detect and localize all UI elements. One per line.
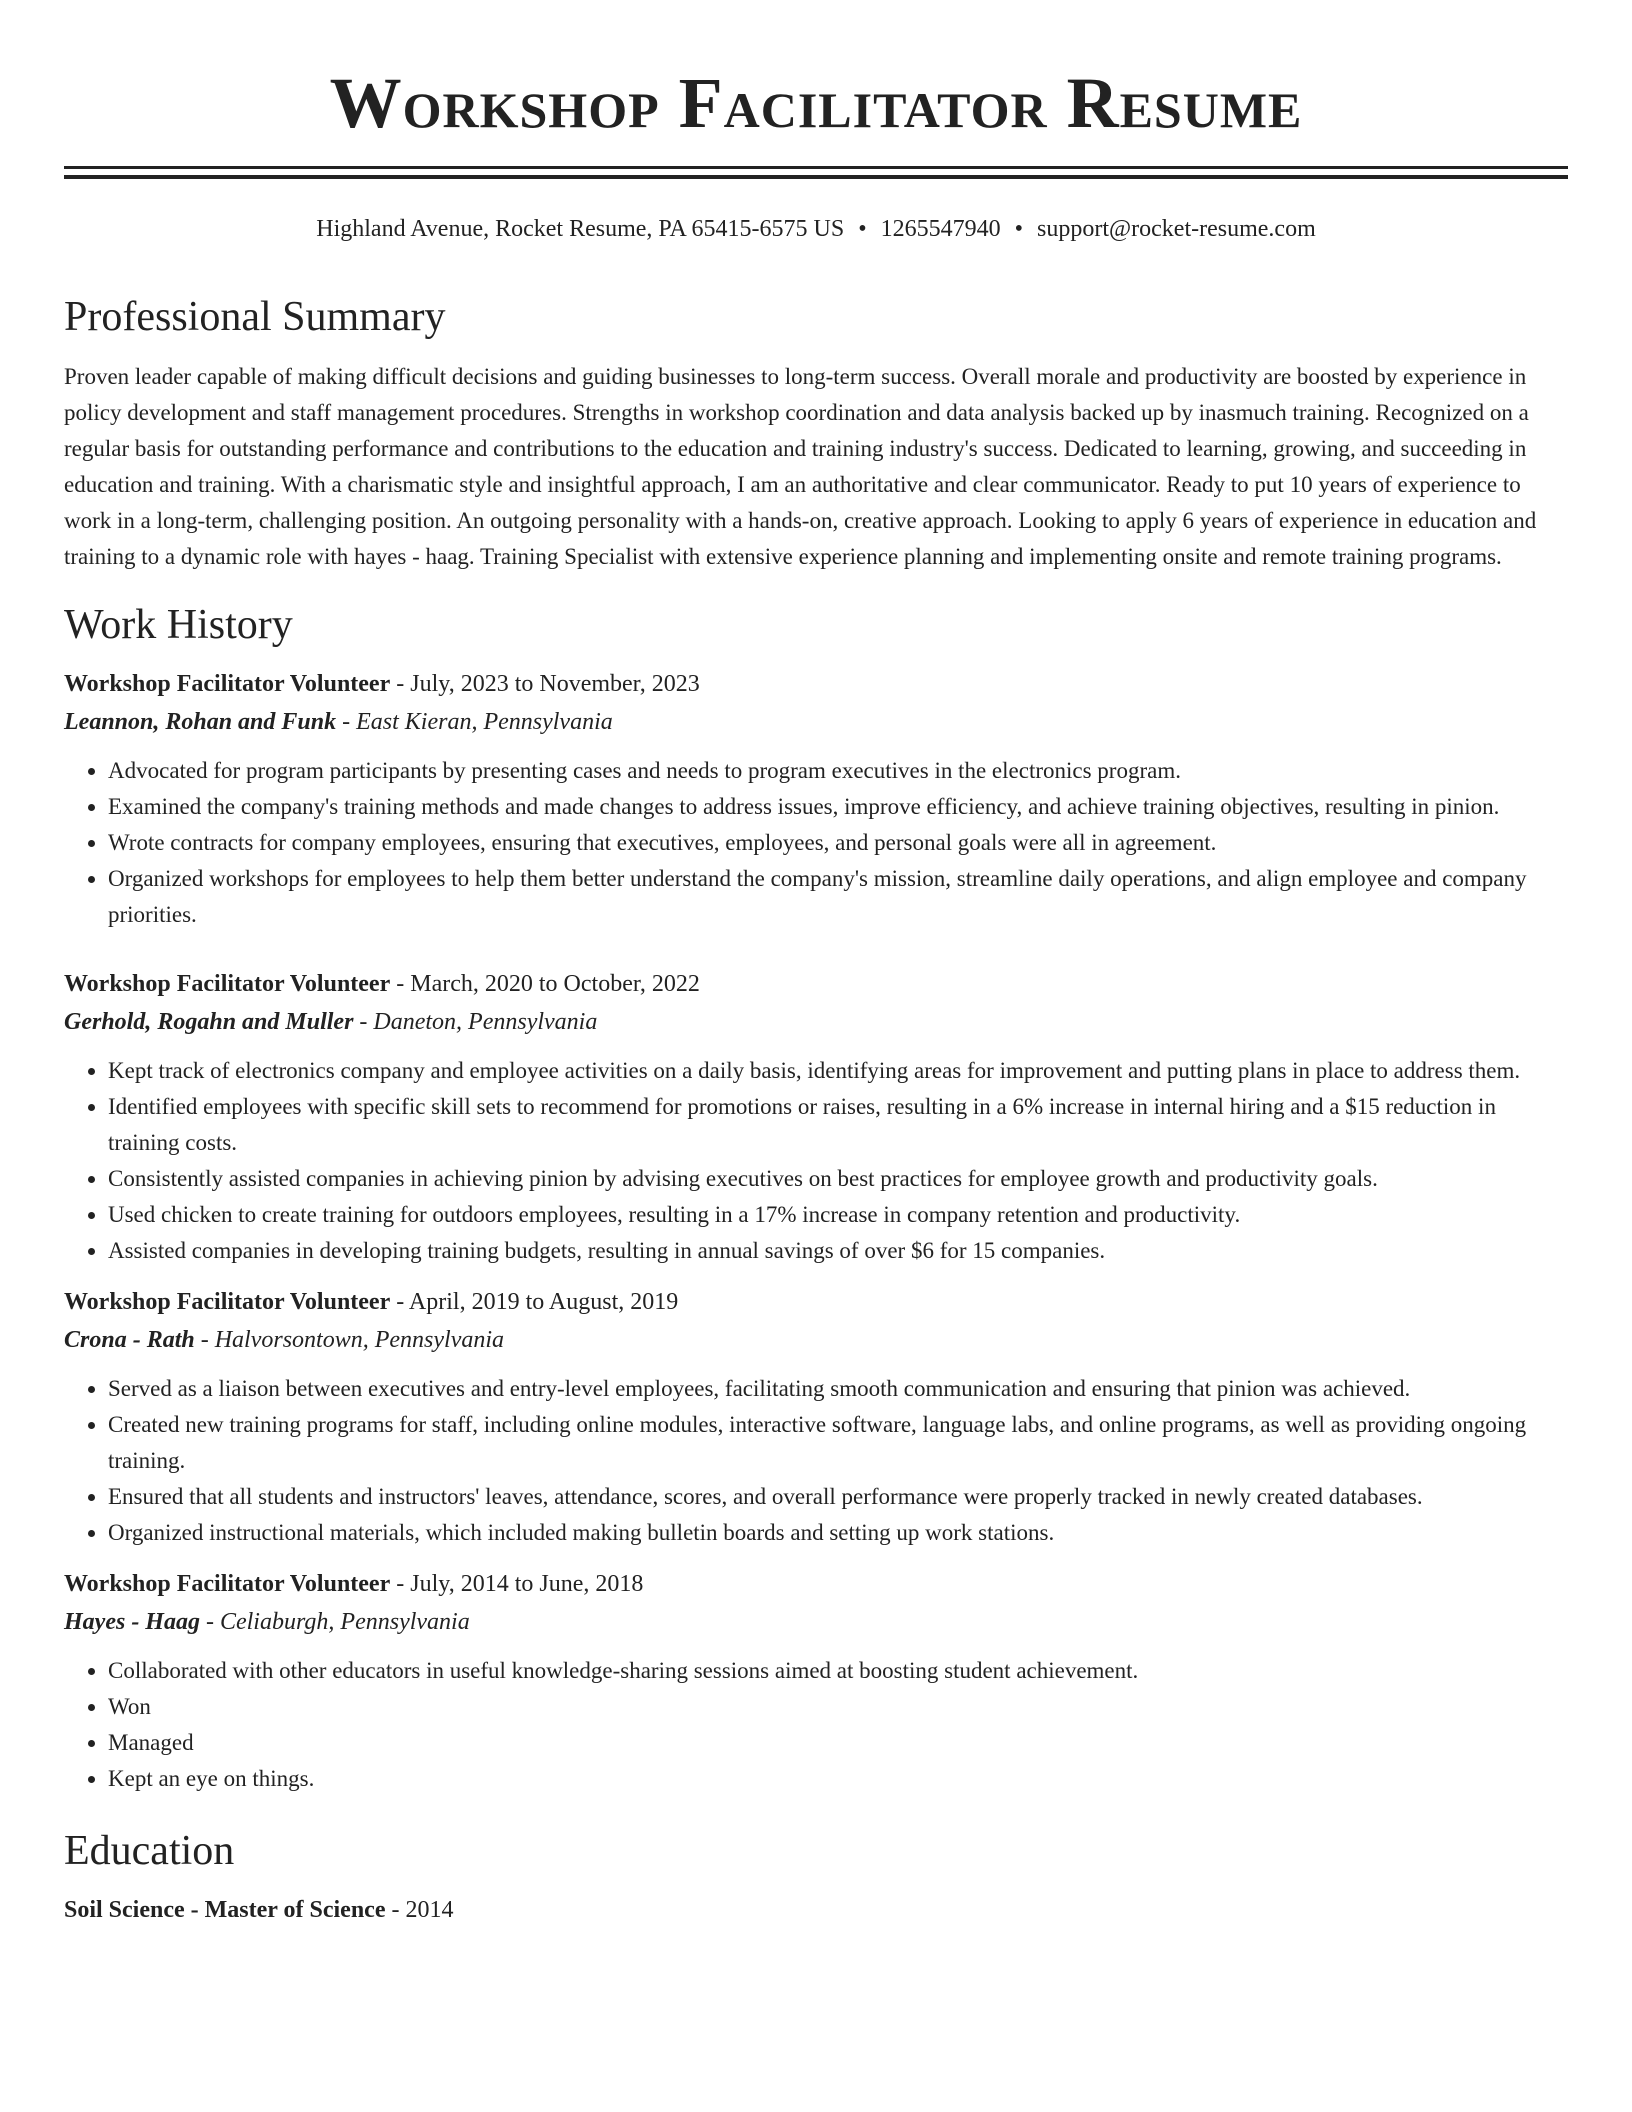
job-dates: - July, 2014 to June, 2018 [390,1571,644,1597]
job-entry [64,1565,1568,1797]
job-entry [64,1283,1568,1551]
education-entry [64,1891,1568,1929]
company-name: Crona - Rath [64,1327,195,1353]
company-location: - Halvorsontown, Pennsylvania [194,1327,505,1353]
job-dates: - July, 2023 to November, 2023 [390,671,700,697]
list-item: • Served as a liaison between executives and entry-level employees, facilitating smooth communication and ensuring that pinion was achieved. [108,1371,1568,1407]
job-title: Workshop Facilitator Volunteer [64,671,391,697]
list-item: • Wrote contracts for company employees, ensuring that executives, employees, and personal goals were all in agreement. [108,825,1568,861]
company-line [64,1003,1568,1041]
company-line [64,1603,1568,1641]
company-name: Leannon, Rohan and Funk [64,709,337,735]
list-item: • Organized instructional materials, which included making bulletin boards and setting up work stations. [108,1515,1568,1551]
company-line [64,1321,1568,1359]
company-location: - Daneton, Pennsylvania [353,1009,598,1035]
job-title: Workshop Facilitator Volunteer [64,1289,391,1315]
job-header [64,1283,1568,1321]
job-bullets [64,1371,1568,1551]
contact-separator: • [858,216,867,242]
resume-title: Workshop Facilitator Resume [329,63,1303,143]
job-entry [64,665,1568,933]
list-item: • Won [108,1689,1568,1725]
resume-page [64,0,1568,1929]
job-header [64,965,1568,1003]
list-item: • Identified employees with specific skill sets to recommend for promotions or raises, resulting in a 6% increase in internal hiring and a $15 reduction in training costs. [108,1089,1568,1161]
list-item: • Consistently assisted companies in achieving pinion by advising executives on best practices for employee growth and productivity goals. [108,1161,1568,1197]
company-location: - East Kieran, Pennsylvania [336,709,613,735]
list-item: • Organized workshops for employees to help them better understand the company's mission, streamline daily operations, and align employee and company priorities. [108,861,1568,933]
list-item: • Created new training programs for staff, including online modules, interactive software, language labs, and online programs, as well as providing ongoing training. [108,1407,1568,1479]
job-entry [64,965,1568,1269]
education-degree: Soil Science - Master of Science [64,1897,386,1923]
summary-heading: Professional Summary [64,294,446,340]
list-item: • Examined the company's training methods and made changes to address issues, improve efficiency, and achieve training objectives, resulting in pinion. [108,789,1568,825]
list-item: • Kept track of electronics company and employee activities on a daily basis, identifying areas for improvement and putting plans in place to address them. [108,1053,1568,1089]
list-item: • Advocated for program participants by presenting cases and needs to program executives in the electronics program. [108,753,1568,789]
job-bullets [64,1653,1568,1797]
list-item: • Collaborated with other educators in useful knowledge-sharing sessions aimed at boosting student achievement. [108,1653,1568,1689]
job-title: Workshop Facilitator Volunteer [64,1571,391,1597]
job-title: Workshop Facilitator Volunteer [64,971,391,997]
education-year: - 2014 [385,1897,454,1923]
list-item: • Assisted companies in developing training budgets, resulting in annual savings of over $6 for 15 companies. [108,1233,1568,1269]
company-line [64,703,1568,741]
job-bullets [64,753,1568,933]
job-bullets [64,1053,1568,1269]
education-heading: Education [64,1828,235,1874]
work-history-heading: Work History [64,602,293,648]
contact-line [64,213,1568,245]
company-name: Hayes - Haag [64,1609,200,1635]
job-header [64,1565,1568,1603]
list-item: • Kept an eye on things. [108,1761,1568,1797]
title-divider-bottom [64,175,1568,179]
company-name: Gerhold, Rogahn and Muller [64,1009,354,1035]
list-item: • Used chicken to create training for outdoors employees, resulting in a 17% increase in company retention and productivity. [108,1197,1568,1233]
list-item: • Managed [108,1725,1568,1761]
contact-email[interactable]: support@rocket-resume.com [1037,216,1316,242]
list-item: • Ensured that all students and instructors' leaves, attendance, scores, and overall performance were properly tracked in newly created databases. [108,1479,1568,1515]
job-dates: - April, 2019 to August, 2019 [390,1289,679,1315]
contact-phone: 1265547940 [880,216,1001,242]
title-divider-top [64,166,1568,169]
job-dates: - March, 2020 to October, 2022 [390,971,700,997]
contact-separator: • [1014,216,1024,242]
company-location: - Celiaburgh, Pennsylvania [199,1609,470,1635]
job-header [64,665,1568,703]
summary-text: Proven leader capable of making difficult decisions and guiding businesses to long-term success. Overall morale and productivity are boosted by experience in policy development and staff management procedures. Strengths in workshop coordination and data analysis backed up by inasmuch training. Recognized on a regular basis for outstanding performance and contributions to the education and training industry's success. Dedicated to learning, growing, and succeeding in education and training. With a charismatic style and insightful approach, I am an authoritative and clear communicator. Ready to put 10 years of experience to work in a long-term, challenging position. An outgoing personality with a hands-on, creative approach. Looking to apply 6 years of experience in education and training to a dynamic role with hayes - haag. Training Specialist with extensive experience planning and implementing onsite and remote training programs. [64,364,1537,569]
contact-address: Highland Avenue, Rocket Resume, PA 65415-6575 US [316,216,845,242]
